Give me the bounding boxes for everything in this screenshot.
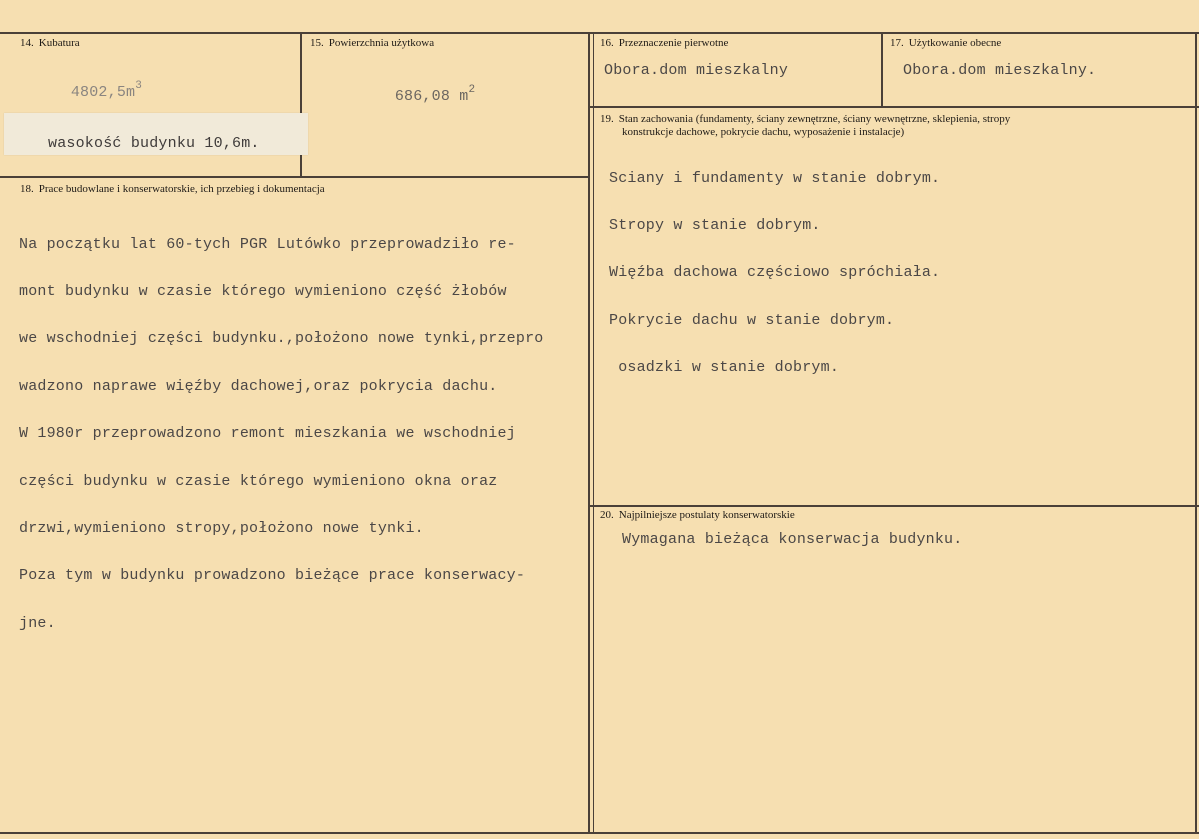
- field-17-title: Użytkowanie obecne: [908, 37, 1002, 49]
- field-15-label: [310, 37, 434, 50]
- rule-left-inner: [593, 32, 594, 832]
- area-value: 686,08 m: [394, 88, 469, 105]
- field-19-title-line1: Stan zachowania (fundamenty, ściany zewnętrzne, ściany wewnętrzne, sklepienia, stropy: [618, 113, 1011, 125]
- area-unit-exponent: 2: [468, 84, 476, 96]
- field-19-line: Stropy w stanie dobrym.: [609, 216, 821, 234]
- field-15-number: 15.: [310, 37, 324, 49]
- field-18-line: Poza tym w budynku prowadzono bieżące prace konserwacy-: [19, 567, 526, 585]
- field-20-number: 20.: [600, 509, 614, 521]
- field-18-line: części budynku w czasie którego wymieniono okna oraz: [19, 472, 498, 490]
- field-19-line: osadzki w stanie dobrym.: [609, 359, 840, 377]
- rule-under-16-17: [590, 106, 1199, 108]
- field-18-line: drzwi,wymieniono stropy,położono nowe tynki.: [19, 519, 424, 537]
- field-20-label: [600, 509, 795, 522]
- field-19-label: [600, 113, 1010, 126]
- field-17-number: 17.: [890, 37, 904, 49]
- field-20-value: Wymagana bieżąca konserwacja budynku.: [622, 531, 963, 548]
- field-18-label: [20, 183, 325, 196]
- field-18-line: Na początku lat 60-tych PGR Lutówko przeprowadziło re-: [19, 235, 516, 253]
- field-19-text: [609, 139, 940, 408]
- field-18-number: 18.: [20, 183, 34, 195]
- field-18-line: jne.: [19, 614, 56, 632]
- field-15-title: Powierzchnia użytkowa: [328, 37, 435, 49]
- field-18-text: [19, 205, 586, 663]
- field-16-number: 16.: [600, 37, 614, 49]
- field-17-label: [890, 37, 1001, 50]
- volume-value: 4802,5m: [70, 84, 136, 101]
- rule-above-20: [590, 505, 1199, 507]
- rule-center: [588, 32, 590, 832]
- field-15-value: [358, 74, 475, 121]
- rule-right: [1195, 32, 1197, 832]
- field-14-label: [20, 37, 80, 50]
- field-18-line: wadzono naprawe więźby dachowej,oraz pokrycia dachu.: [19, 377, 498, 395]
- field-16-value: Obora.dom mieszkalny: [604, 62, 789, 79]
- field-16-title: Przeznaczenie pierwotne: [618, 37, 729, 49]
- field-14-title: Kubatura: [38, 37, 80, 49]
- field-19-line: Więźba dachowa częściowo spróchiała.: [609, 264, 941, 282]
- field-14-number: 14.: [20, 37, 34, 49]
- rule-between-16-17: [881, 32, 883, 106]
- field-17-value: Obora.dom mieszkalny.: [903, 62, 1097, 79]
- bottom-rule: [0, 832, 1199, 834]
- rule-above-18: [0, 176, 590, 178]
- field-18-line: mont budynku w czasie którego wymieniono część żłobów: [19, 282, 507, 300]
- field-18-title: Prace budowlane i konserwatorskie, ich przebieg i dokumentacja: [38, 183, 325, 195]
- field-19-line: Sciany i fundamenty w stanie dobrym.: [609, 169, 941, 187]
- field-20-title: Najpilniejsze postulaty konserwatorskie: [618, 509, 795, 521]
- top-rule: [0, 32, 1199, 34]
- field-18-line: we wschodniej części budynku.,położono nowe tynki,przepro: [19, 330, 544, 348]
- field-18-line: W 1980r przeprowadzono remont mieszkania we wschodniej: [19, 425, 516, 443]
- height-note: wasokość budynku 10,6m.: [48, 135, 260, 152]
- field-19-line: Pokrycie dachu w stanie dobrym.: [609, 311, 895, 329]
- volume-unit-exponent: 3: [135, 80, 143, 92]
- field-14-value: [34, 70, 142, 117]
- field-19-label-line2: konstrukcje dachowe, pokrycie dachu, wyposażenie i instalacje): [622, 126, 905, 138]
- field-16-label: [600, 37, 728, 50]
- field-19-number: 19.: [600, 113, 614, 125]
